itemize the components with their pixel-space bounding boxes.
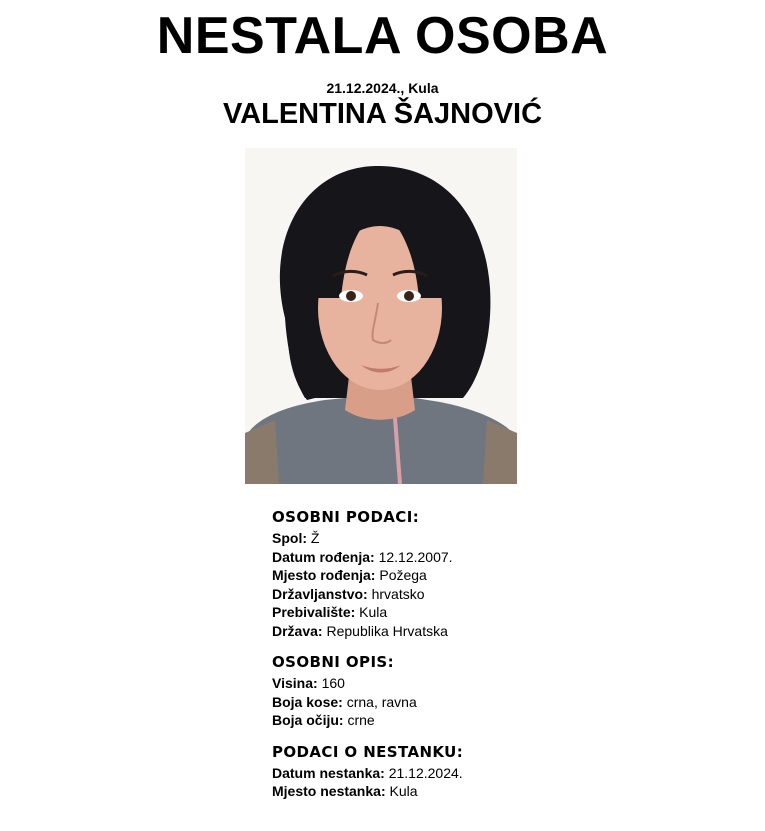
section-title-disappearance: PODACI O NESTANKU: <box>272 742 464 761</box>
person-photo <box>245 148 517 484</box>
detail-label: Boja očiju <box>272 712 339 728</box>
detail-label: Datum nestanka <box>272 764 381 781</box>
detail-value: 160 <box>321 675 345 691</box>
detail-value: crne <box>347 712 375 728</box>
poster-dateline: 21.12.2024., Kula <box>326 80 439 96</box>
detail-label: Država <box>272 622 318 639</box>
detail-row: Prebivalište: Kula <box>272 604 388 620</box>
detail-row: Spol: Ž <box>272 530 320 546</box>
detail-label: Državljanstvo <box>272 585 364 602</box>
detail-value: Ž <box>310 530 320 546</box>
detail-row: Mjesto nestanka: Kula <box>272 783 418 799</box>
detail-label: Visina <box>272 675 313 691</box>
detail-row: Boja kose: crna, ravna <box>272 693 417 710</box>
detail-label: Prebivalište <box>272 604 351 620</box>
detail-label: Mjesto rođenja <box>272 567 371 583</box>
detail-value: 12.12.2007. <box>378 548 453 565</box>
detail-label: Boja kose <box>272 693 339 710</box>
detail-value: 21.12.2024. <box>388 764 463 781</box>
details-panel <box>272 508 732 814</box>
detail-row: Datum rođenja: 12.12.2007. <box>272 548 453 565</box>
section-title-description: OSOBNI OPIS: <box>272 653 395 671</box>
section-title-personal-data: OSOBNI PODACI: <box>272 508 420 526</box>
detail-row: Visina: 160 <box>272 675 345 691</box>
detail-value: Kula <box>389 783 418 799</box>
detail-row: Država: Republika Hrvatska <box>272 622 448 639</box>
detail-row: Boja očiju: crne <box>272 712 375 728</box>
detail-row: Državljanstvo: hrvatsko <box>272 585 425 602</box>
portrait-illustration <box>245 148 517 484</box>
detail-value: hrvatsko <box>371 585 425 602</box>
disappearance-section <box>272 743 732 801</box>
detail-value: Kula <box>359 604 388 620</box>
detail-value: Požega <box>379 567 427 583</box>
detail-row: Datum nestanka: 21.12.2024. <box>272 764 463 781</box>
detail-label: Datum rođenja <box>272 548 371 565</box>
detail-value: Republika Hrvatska <box>326 622 448 639</box>
poster-headline: NESTALA OSOBA <box>156 7 609 65</box>
detail-value: crna, ravna <box>346 693 417 710</box>
description-section <box>272 653 732 730</box>
person-name: VALENTINA ŠAJNOVIĆ <box>222 98 543 130</box>
detail-label: Mjesto nestanka <box>272 783 381 799</box>
detail-label: Spol <box>272 530 303 546</box>
personal-data-section <box>272 508 732 640</box>
detail-row: Mjesto rođenja: Požega <box>272 567 427 583</box>
